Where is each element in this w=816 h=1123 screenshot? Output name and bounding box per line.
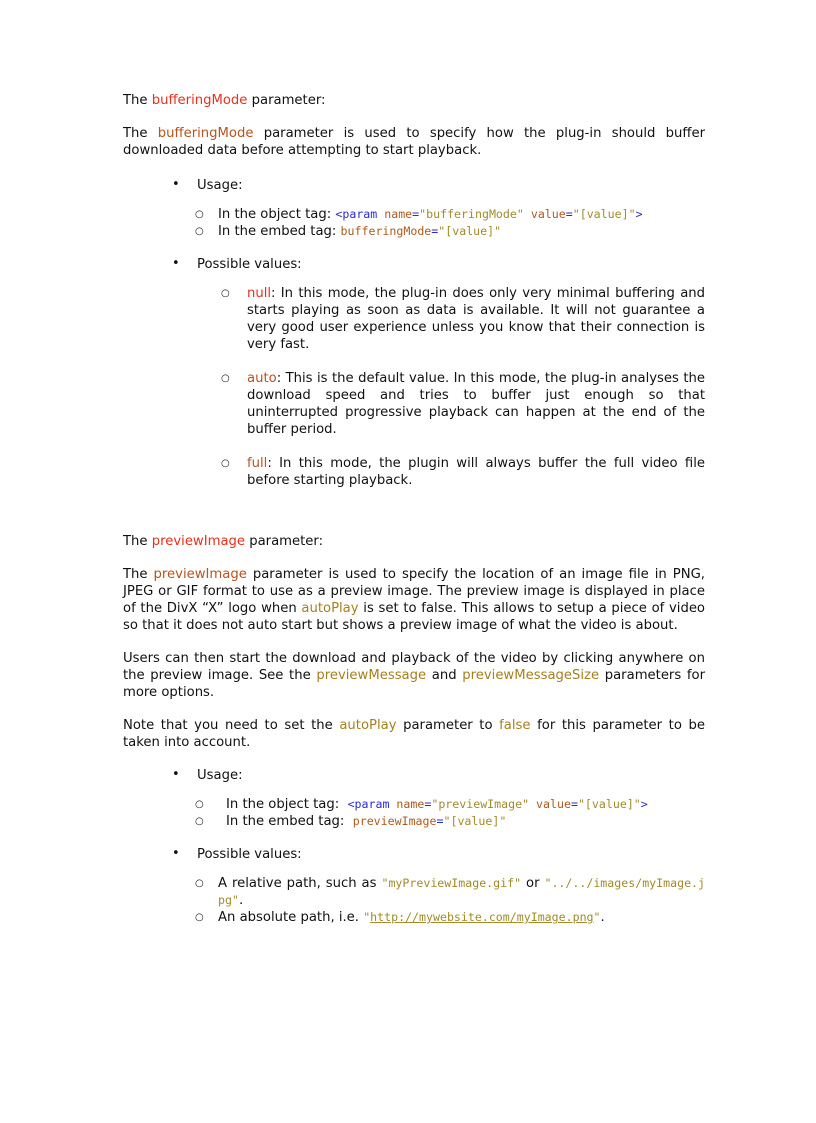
preview-image-param-name: previewImage <box>151 534 246 549</box>
preview-image-autoplay-note: Note that you need to set the autoPlay parameter to false for this parameter to be taken into account. <box>123 718 705 750</box>
value-auto: ○ auto: This is the default value. In this mode, the plug-in analyses the download speed and tries to buffer just enough so that uninterrupted progressive playback can happen at the end of the buffer period. <box>123 370 705 438</box>
usage-label: • Usage: <box>197 177 705 194</box>
possible-values-label: • Possible values: <box>197 256 705 273</box>
preview-image-description: The previewImage parameter is used to specify the location of an image file in PNG, JPEG or GIF format to use as a preview image. The preview image is displayed in place of the DivX “X” logo when autoPlay is set to false. This allows to setup a piece of video so that it does not auto start but shows a preview image of what the video is about. <box>123 567 705 633</box>
possible-values-sublist <box>123 285 705 489</box>
preview-embed-tag-usage: ○ In the embed tag: previewImage="[value]" <box>123 813 705 830</box>
preview-possible-values-item <box>123 846 705 926</box>
preview-usage-sublist <box>123 796 705 830</box>
possible-values-item <box>123 256 705 489</box>
preview-image-heading: The previewImage parameter: <box>123 534 324 549</box>
preview-image-usage-note: Users can then start the download and playback of the video by clicking anywhere on the preview image. See the previewMessage and previewMessageSize parameters for more options. <box>123 651 705 700</box>
embed-tag-usage: ○ In the embed tag: bufferingMode="[value]" <box>123 223 705 240</box>
value-full: ○ full: In this mode, the plugin will always buffer the full video file before starting playback. <box>123 455 705 489</box>
buffering-mode-param-name: bufferingMode <box>151 93 248 108</box>
preview-usage-label: • Usage: <box>197 767 705 784</box>
preview-object-tag-usage: ○ In the object tag: <param name="previewImage" value="[value]"> <box>123 796 705 813</box>
object-tag-usage: ○ In the object tag: <param name="bufferingMode" value="[value]"> <box>123 206 705 223</box>
example-url-link[interactable]: http://mywebsite.com/myImage.png <box>370 910 594 924</box>
buffering-mode-heading: The bufferingMode parameter: <box>123 93 326 108</box>
preview-image-bullets <box>123 767 705 926</box>
relative-path-value: ○ A relative path, such as "myPreviewImage.gif" or "../../images/myImage.jpg". <box>123 875 705 909</box>
value-null: ○ null: In this mode, the plug-in does only very minimal buffering and starts playing as soon as data is available. It will not guarantee a very good user experience unless you know that their connection is very fast. <box>123 285 705 353</box>
buffering-mode-description: The bufferingMode parameter is used to specify how the plug-in should buffer downloaded data before attempting to start playback. <box>123 126 705 158</box>
usage-sublist <box>123 206 705 240</box>
buffering-mode-bullets <box>123 177 705 489</box>
absolute-path-value: ○ An absolute path, i.e. "http://mywebsite.com/myImage.png". <box>123 909 705 926</box>
document-page <box>123 92 705 926</box>
preview-possible-values-sublist <box>123 875 705 926</box>
usage-item <box>123 177 705 240</box>
preview-possible-values-label: • Possible values: <box>197 846 705 863</box>
preview-usage-item <box>123 767 705 830</box>
